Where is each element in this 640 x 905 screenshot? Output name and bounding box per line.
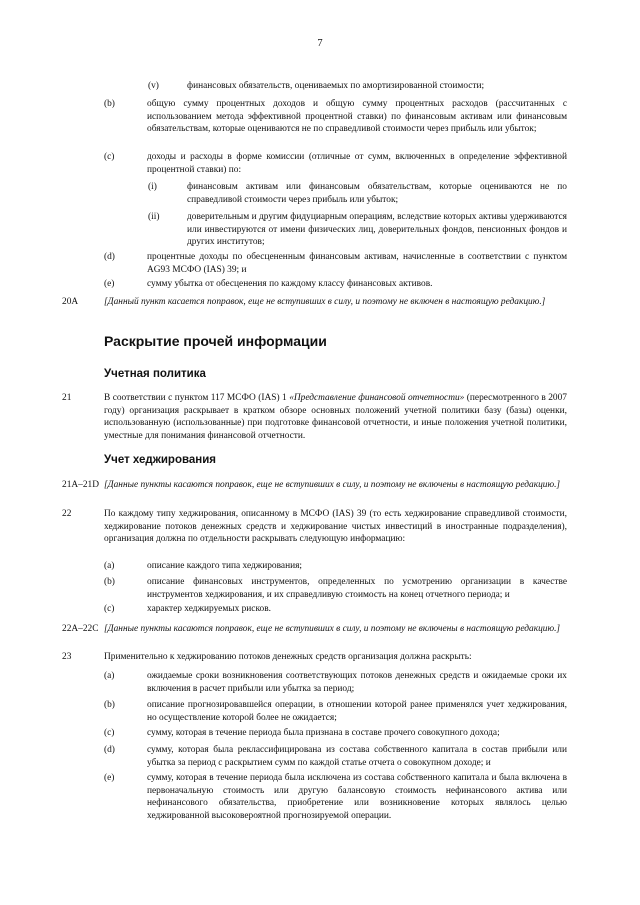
item-label: (b) (104, 99, 115, 109)
item-label: (c) (104, 604, 115, 614)
paragraph-text: [Данные пункты касаются поправок, еще не вступивших в силу, и поэтому не включены в настоящую редакцию.] (104, 480, 561, 490)
paragraph-text (104, 392, 567, 442)
subsection-heading: Учет хеджирования (104, 454, 217, 466)
item-label: (c) (104, 728, 115, 738)
item-label: (b) (104, 577, 115, 587)
item-label: (e) (104, 279, 115, 289)
paragraph-number: 21A–21D (62, 480, 99, 490)
paragraph-number: 22A–22C (62, 624, 99, 634)
item-text: сумму убытка от обесценения по каждому классу финансовых активов. (147, 279, 433, 289)
page-number: 7 (317, 38, 323, 49)
item-label: (d) (104, 252, 115, 262)
paragraph-number: 21 (62, 393, 72, 403)
paragraph-text-part: (пересмотренного в 2007 году) организация раскрывает в кратком обзоре основных положений учетной политики базу (базы) оценки, использованную (использованные) при подготовке финансовой отчетности, и иные положения учетной политики, уместные для понимания финансовой отчетности. (104, 393, 567, 441)
item-label: (c) (104, 152, 115, 162)
section-heading: Раскрытие прочей информации (104, 333, 327, 349)
item-label: (b) (104, 700, 115, 710)
item-label: (e) (104, 773, 115, 783)
item-text: финансовым активам или финансовым обязательствам, которые оцениваются не по справедливой стоимости через прибыль или убыток; (187, 182, 567, 205)
item-text: описание каждого типа хеджирования; (147, 561, 303, 571)
paragraph-text: По каждому типу хеджирования, описанному в МСФО (IAS) 39 (то есть хеджирование справедливой стоимости, хеджирование потоков денежных средств и хеджирование чистых инвестиций в иностранные подразделения), организация должна по отдельности раскрывать следующую информацию: (104, 509, 567, 545)
paragraph-number: 20A (62, 297, 79, 307)
item-text: сумму, которая в течение периода была признана в составе прочего совокупного дохода; (147, 728, 500, 738)
item-label: (i) (148, 182, 157, 192)
paragraph-number: 22 (62, 509, 72, 519)
item-text: описание прогнозировавшейся операции, в отношении которой ранее применялся учет хеджирования, но осуществление которой более не ожидается; (147, 700, 567, 723)
item-text: доходы и расходы в форме комиссии (отличные от сумм, включенных в определение эффективной процентной ставки) по: (147, 152, 567, 175)
item-text: доверительным и другим фидуциарным операциям, вследствие которых активы удерживаются или инвестируются от имени физических лиц, доверительных фондов, пенсионных фондов и других институтов; (187, 212, 567, 248)
item-label: (ii) (148, 212, 160, 222)
item-text: финансовых обязательств, оцениваемых по амортизированной стоимости; (187, 81, 485, 91)
item-text: общую сумму процентных доходов и общую сумму процентных расходов (рассчитанных с использованием метода эффективной процентной ставки) по финансовым активам или финансовым обязательствам, которые оцениваются не по справедливой стоимости через прибыль или убыток; (147, 99, 567, 135)
item-text: сумму, которая в течение периода была исключена из состава собственного капитала и была включена в первоначальную стоимость или другую балансовую стоимость нефинансового актива или нефинансового обязательства, приобретение или возникновение которых являлось целью хеджированной высоковероятной прогнозируемой операции. (147, 773, 567, 821)
paragraph-text: [Данный пункт касается поправок, еще не вступивших в силу, и поэтому не включен в настоящую редакцию.] (104, 297, 546, 307)
item-text: ожидаемые сроки возникновения соответствующих потоков денежных средств и ожидаемые сроки их включения в расчет прибыли или убытка за период; (147, 671, 567, 694)
item-label: (a) (104, 561, 115, 571)
standard-title: «Представление финансовой отчетности» (289, 393, 465, 403)
paragraph-number: 23 (62, 652, 72, 662)
paragraph-text: [Данные пункты касаются поправок, еще не вступивших в силу, и поэтому не включены в настоящую редакцию.] (104, 624, 561, 634)
item-text: характер хеджируемых рисков. (147, 604, 272, 614)
item-text: описание финансовых инструментов, определенных по усмотрению организации в качестве инструментов хеджирования, и их справедливую стоимость на конец отчетного периода; и (147, 577, 567, 600)
paragraph-text: Применительно к хеджированию потоков денежных средств организация должна раскрыть: (104, 652, 472, 662)
subsection-heading: Учетная политика (104, 368, 206, 380)
item-text: сумму, которая была реклассифицирована из состава собственного капитала в состав прибыли или убытка за период с раскрытием сумм по каждой статье отчета о совокупном доходе; и (147, 745, 567, 768)
item-label: (v) (148, 81, 159, 91)
paragraph-text-part: В соответствии с пунктом 117 МСФО (IAS) 1 (104, 393, 290, 403)
item-label: (a) (104, 671, 115, 681)
item-text: процентные доходы по обесцененным финансовым активам, начисленные в соответствии с пунктом AG93 МСФО (IAS) 39; и (147, 252, 567, 275)
item-label: (d) (104, 745, 115, 755)
